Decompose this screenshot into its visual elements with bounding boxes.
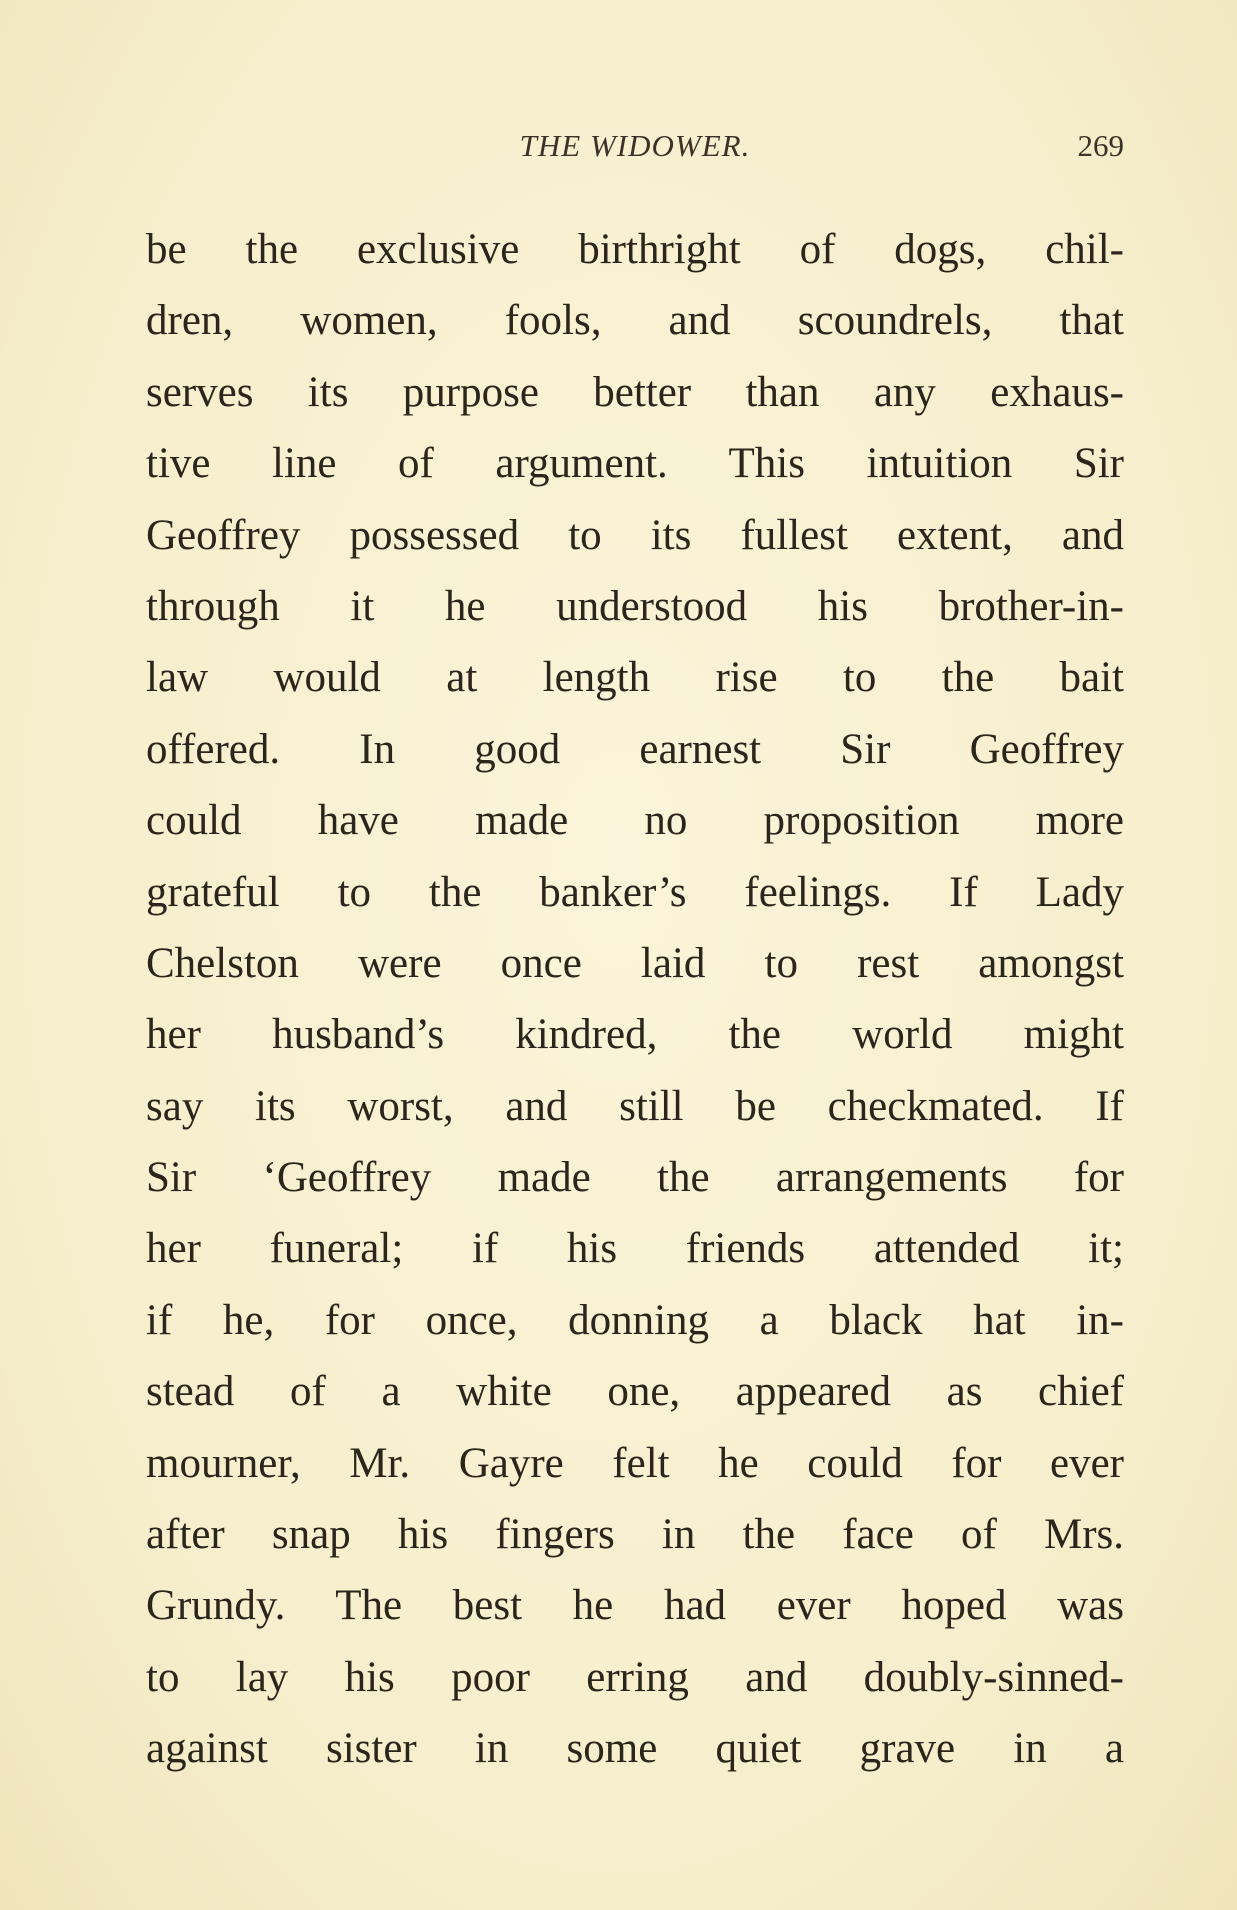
running-title: THE WIDOWER. [519, 128, 751, 163]
text-line: if he, for once, donning a black hat in- [146, 1296, 1124, 1344]
text-line: serves its purpose better than any exhaus- [146, 368, 1124, 416]
page-number: 269 [1077, 128, 1124, 163]
text-line: be the exclusive birthright of dogs, chil- [146, 226, 1124, 273]
text-line: offered. In good earnest Sir Geoffrey [146, 725, 1124, 773]
text-line: through it he understood his brother-in- [146, 582, 1124, 630]
text-line: her husband’s kindred, the world might [146, 1011, 1124, 1059]
text-line: Geoffrey possessed to its fullest extent, and [146, 511, 1124, 559]
text-line: law would at length rise to the bait [146, 654, 1124, 702]
running-head [146, 128, 1124, 168]
text-line: Sir ‘Geoffrey made the arrangements for [146, 1154, 1124, 1202]
text-line: say its worst, and still be checkmated. If [146, 1082, 1124, 1130]
text-line: her funeral; if his friends attended it; [146, 1225, 1124, 1273]
text-line: to lay his poor erring and doubly-sinned- [146, 1653, 1124, 1701]
text-line: could have made no proposition more [146, 797, 1124, 845]
text-line: tive line of argument. This intuition Sir [146, 440, 1124, 488]
text-line: against sister in some quiet grave in a [146, 1725, 1124, 1773]
text-line: mourner, Mr. Gayre felt he could for ever [146, 1439, 1124, 1487]
text-line: stead of a white one, appeared as chief [146, 1368, 1124, 1416]
text-line: dren, women, fools, and scoundrels, that [146, 297, 1124, 345]
text-line: Chelston were once laid to rest amongst [146, 939, 1124, 987]
body-text [146, 214, 1124, 1785]
text-line: after snap his fingers in the face of Mrs. [146, 1511, 1124, 1559]
text-line: grateful to the banker’s feelings. If Lady [146, 868, 1124, 916]
text-line: Grundy. The best he had ever hoped was [146, 1582, 1124, 1630]
